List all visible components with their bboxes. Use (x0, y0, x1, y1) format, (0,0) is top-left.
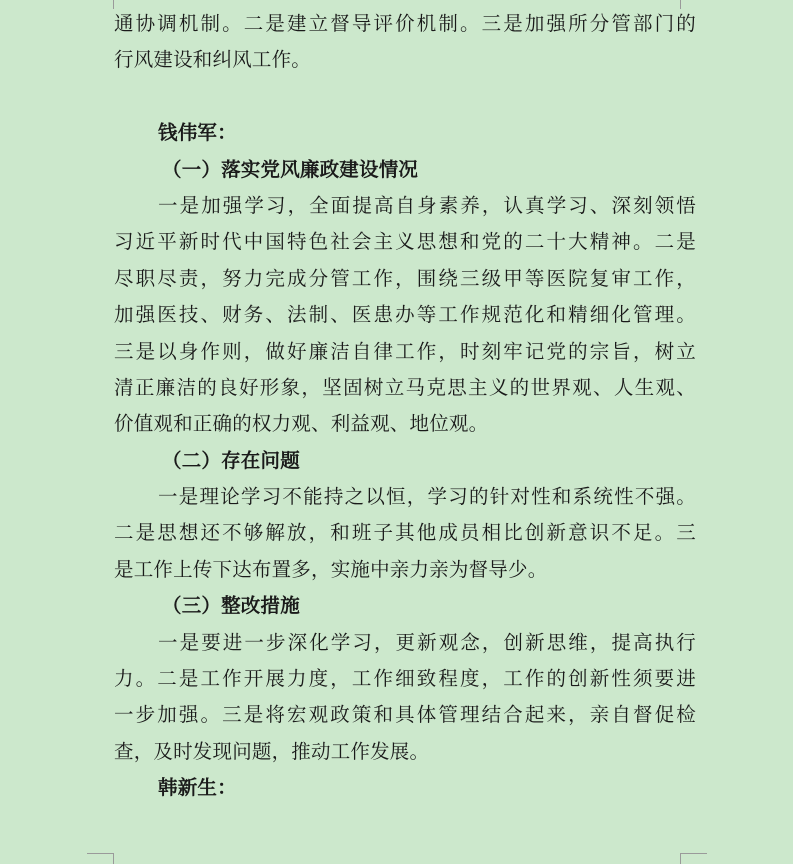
crop-mark-bottom-right (680, 853, 707, 864)
text-line: 查，及时发现问题，推动工作发展。 (114, 739, 430, 763)
document-body (114, 6, 696, 807)
text-line: 尽职尽责，努力完成分管工作，围绕三级甲等医院复审工作， (114, 266, 696, 290)
text-line: 一是理论学习不能持之以恒，学习的针对性和系统性不强。 (158, 485, 696, 509)
crop-mark-bottom-left (87, 853, 114, 864)
text-line: 价值观和正确的权力观、利益观、地位观。 (114, 412, 489, 436)
text-line: 通协调机制。二是建立督导评价机制。三是加强所分管部门的 (114, 12, 696, 35)
text-line: 清正廉洁的良好形象，坚固树立马克思主义的世界观、人生观、 (114, 375, 696, 399)
text-line: 行风建设和纠风工作。 (114, 48, 312, 72)
text-line: 习近平新时代中国特色社会主义思想和党的二十大精神。二是 (114, 230, 696, 254)
crop-mark-top-left (87, 0, 114, 9)
text-line: 三是以身作则，做好廉洁自律工作，时刻牢记党的宗旨，树立 (114, 339, 696, 363)
person-heading: 韩新生： (158, 776, 237, 800)
person-heading: 钱伟军： (158, 121, 237, 145)
section-heading: （二）存在问题 (162, 448, 300, 472)
section-heading: （一）落实党风廉政建设情况 (162, 157, 419, 181)
text-line: 加强医技、财务、法制、医患办等工作规范化和精细化管理。 (114, 303, 696, 327)
text-line: 一是加强学习，全面提高自身素养，认真学习、深刻领悟 (158, 193, 696, 217)
text-line: 是工作上传下达布置多，实施中亲力亲为督导少。 (114, 557, 548, 581)
text-line: 一是要进一步深化学习，更新观念，创新思维，提高执行 (158, 630, 696, 654)
text-line: 二是思想还不够解放，和班子其他成员相比创新意识不足。三 (114, 521, 696, 545)
text-line: 力。二是工作开展力度，工作细致程度，工作的创新性须要进 (114, 667, 696, 691)
blank-line (114, 79, 696, 115)
text-line: 一步加强。三是将宏观政策和具体管理结合起来，亲自督促检 (114, 703, 696, 727)
section-heading: （三）整改措施 (162, 594, 300, 618)
